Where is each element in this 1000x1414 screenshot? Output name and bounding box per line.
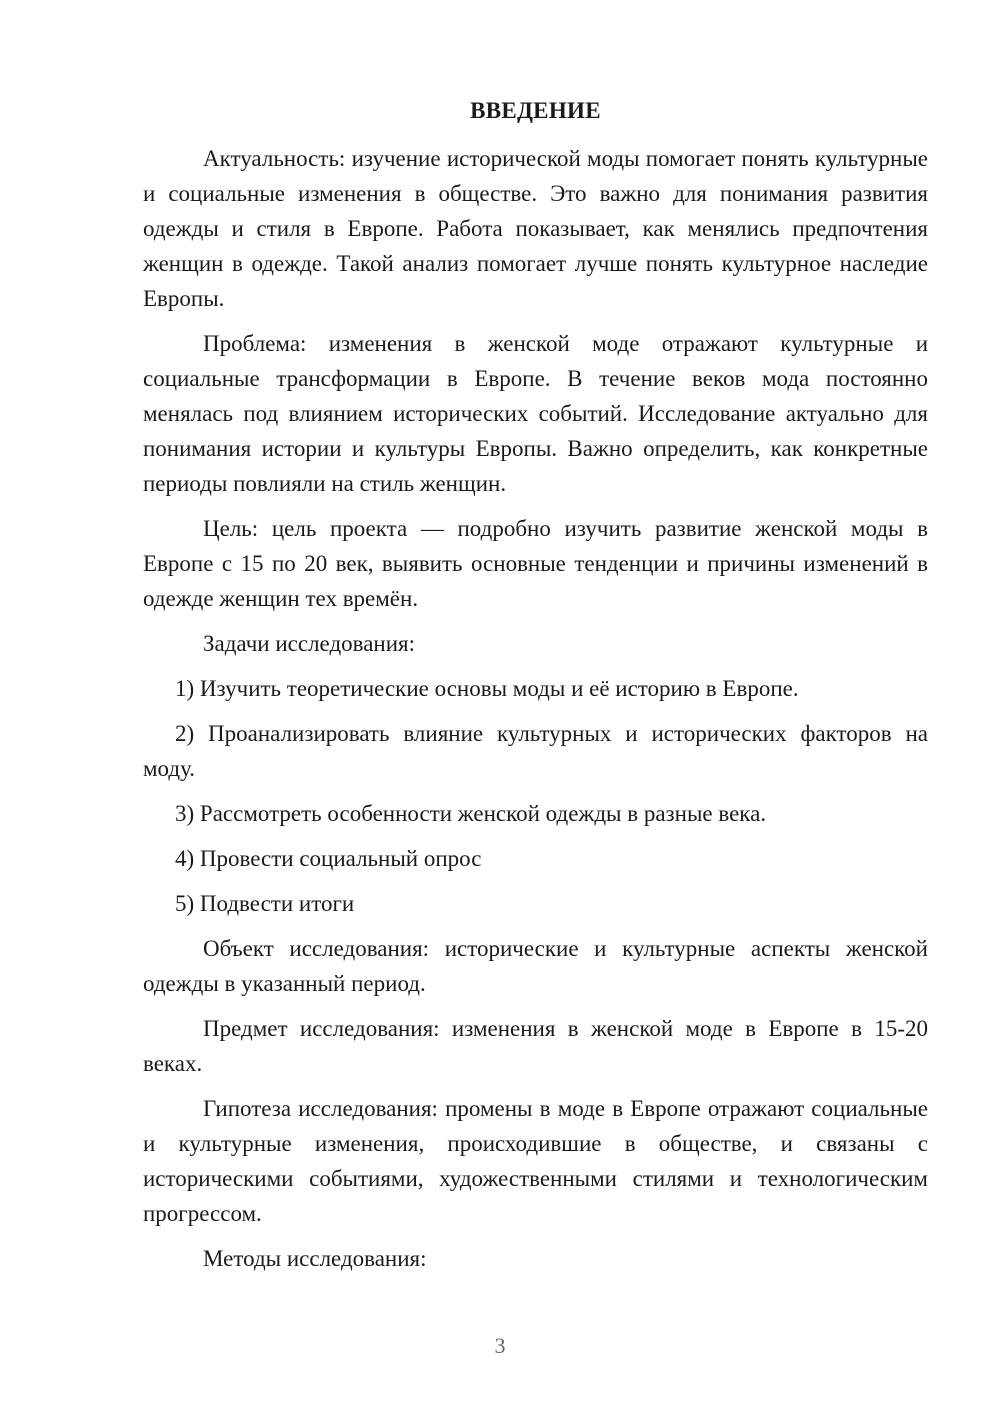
task-item-4: 4) Провести социальный опрос <box>175 846 482 871</box>
task-item-1: 1) Изучить теоретические основы моды и её историю в Европе. <box>175 676 799 701</box>
paragraph-goal: Цель: цель проекта — подробно изучить развитие женской моды в Европе с 15 по 20 век, выявить основные тенденции и причины изменений в одежде женщин тех времён. <box>143 516 928 611</box>
paragraph-subject: Предмет исследования: изменения в женской моде в Европе в 15-20 веках. <box>143 1016 928 1076</box>
section-title: ВВЕДЕНИЕ <box>470 98 601 123</box>
paragraph-problem: Проблема: изменения в женской моде отражают культурные и социальные трансформации в Европе. В течение веков мода постоянно менялась под влиянием исторических событий. Исследование актуально для понимания истории и культуры Европы. Важно определить, как конкретные периоды повлияли на стиль женщин. <box>143 331 928 496</box>
paragraph-methods-heading: Методы исследования: <box>203 1246 427 1271</box>
paragraph-tasks-heading: Задачи исследования: <box>203 631 416 656</box>
task-item-3: 3) Рассмотреть особенности женской одежды в разные века. <box>175 801 767 826</box>
paragraph-object: Объект исследования: исторические и культурные аспекты женской одежды в указанный период. <box>143 936 928 996</box>
task-item-5: 5) Подвести итоги <box>175 891 355 916</box>
paragraph-relevance: Актуальность: изучение исторической моды помогает понять культурные и социальные изменения в обществе. Это важно для понимания развития одежды и стиля в Европе. Работа показывает, как менялись предпочтения женщин в одежде. Такой анализ помогает лучше понять культурное наследие Европы. <box>143 146 928 311</box>
document-page <box>143 95 928 1286</box>
paragraph-hypothesis: Гипотеза исследования: промены в моде в Европе отражают социальные и культурные изменения, происходившие в обществе, и связаны с историческими событиями, художественными стилями и технологическим прогрессом. <box>143 1096 928 1226</box>
page-number: 3 <box>494 1333 506 1358</box>
task-item-2: 2) Проанализировать влияние культурных и исторических факторов на моду. <box>143 721 928 781</box>
